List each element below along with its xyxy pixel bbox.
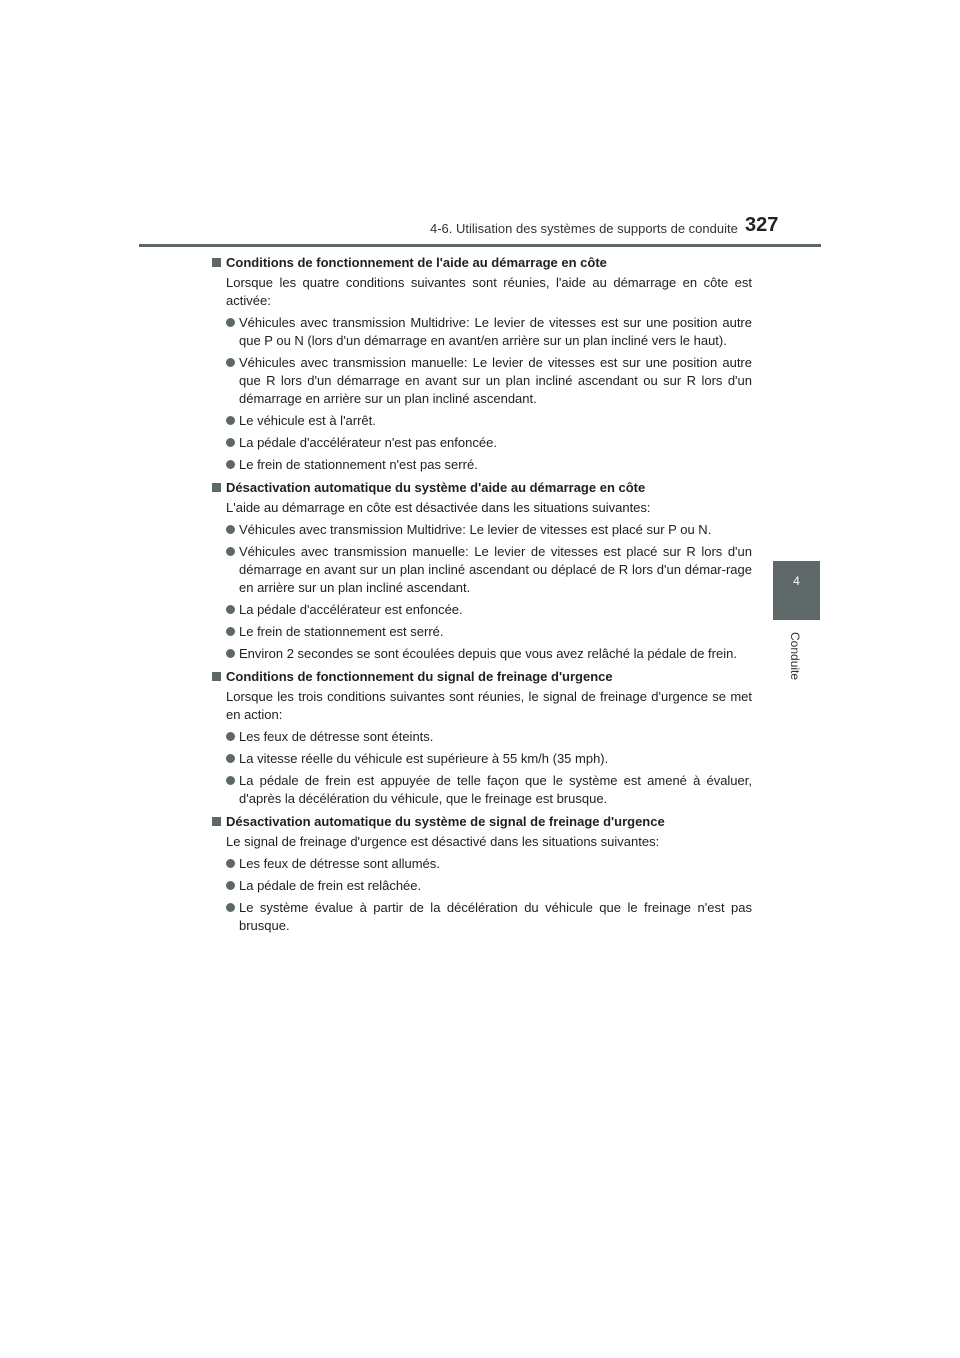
- bullet-text: Véhicules avec transmission Multidrive: Le levier de vitesses est placé sur P ou N.: [239, 522, 712, 537]
- bullet-item: [212, 521, 752, 539]
- bullet-text: La pédale de frein est relâchée.: [239, 878, 422, 893]
- bullet-text: Véhicules avec transmission Multidrive: Le levier de vitesses est sur une position autre que P ou N (lors d'un démarrage en avant/en arrière sur un plan incliné vers le haut).: [239, 315, 752, 348]
- bullet-text: Les feux de détresse sont allumés.: [239, 856, 440, 871]
- bullet-item: [212, 750, 752, 768]
- bullet-text: Véhicules avec transmission manuelle: Le levier de vitesses est placé sur R lors d'un démarrage en avant sur un plan incliné ascendant ou déplacé de R lors d'un démar-rage en arrière sur un plan incliné ascendant.: [239, 544, 752, 595]
- bullet-item: [212, 543, 752, 597]
- bullet-item: [212, 899, 752, 935]
- bullet-item: [212, 623, 752, 641]
- round-bullet-icon: [226, 525, 235, 534]
- header-divider: [139, 244, 821, 247]
- bullet-item: [212, 877, 752, 895]
- square-bullet-icon: [212, 672, 221, 681]
- bullet-text: Le véhicule est à l'arrêt.: [239, 413, 376, 428]
- bullet-text: Environ 2 secondes se sont écoulées depuis que vous avez relâché la pédale de frein.: [239, 646, 737, 661]
- page-content: [212, 254, 752, 940]
- bullet-item: [212, 728, 752, 746]
- bullet-text: Le système évalue à partir de la décélération du véhicule que le freinage n'est pas brusque.: [239, 900, 752, 933]
- section-heading-text: Conditions de fonctionnement du signal de freinage d'urgence: [226, 669, 613, 684]
- bullet-item: [212, 314, 752, 350]
- round-bullet-icon: [226, 649, 235, 658]
- square-bullet-icon: [212, 258, 221, 267]
- chapter-tab: [773, 561, 820, 620]
- section-heading: [212, 813, 752, 831]
- section-heading-text: Conditions de fonctionnement de l'aide au démarrage en côte: [226, 255, 607, 270]
- section-intro: Le signal de freinage d'urgence est désactivé dans les situations suivantes:: [226, 834, 660, 849]
- content-section: [212, 813, 752, 935]
- section-intro: L'aide au démarrage en côte est désactivée dans les situations suivantes:: [226, 500, 651, 515]
- bullet-item: [212, 434, 752, 452]
- section-heading: [212, 479, 752, 497]
- bullet-item: [212, 601, 752, 619]
- round-bullet-icon: [226, 547, 235, 556]
- bullet-text: La pédale d'accélérateur est enfoncée.: [239, 602, 463, 617]
- page-number: 327: [745, 214, 779, 236]
- bullet-text: La vitesse réelle du véhicule est supérieure à 55 km/h (35 mph).: [239, 751, 609, 766]
- round-bullet-icon: [226, 732, 235, 741]
- section-heading: [212, 254, 752, 272]
- section-heading-text: Désactivation automatique du système de signal de freinage d'urgence: [226, 814, 665, 829]
- round-bullet-icon: [226, 438, 235, 447]
- section-heading: [212, 668, 752, 686]
- bullet-item: [212, 645, 752, 663]
- bullet-text: La pédale d'accélérateur n'est pas enfoncée.: [239, 435, 497, 450]
- bullet-text: Le frein de stationnement n'est pas serré.: [239, 457, 478, 472]
- round-bullet-icon: [226, 627, 235, 636]
- round-bullet-icon: [226, 416, 235, 425]
- bullet-text: Les feux de détresse sont éteints.: [239, 729, 434, 744]
- round-bullet-icon: [226, 776, 235, 785]
- bullet-item: [212, 456, 752, 474]
- square-bullet-icon: [212, 483, 221, 492]
- round-bullet-icon: [226, 754, 235, 763]
- chapter-tab-label: Conduite: [788, 632, 802, 681]
- content-section: [212, 479, 752, 663]
- chapter-tab-number: 4: [793, 574, 800, 588]
- bullet-item: [212, 772, 752, 808]
- round-bullet-icon: [226, 903, 235, 912]
- bullet-text: La pédale de frein est appuyée de telle façon que le système est amené à évaluer, d'après la décélération du véhicule, que le freinage est brusque.: [239, 773, 752, 806]
- content-section: [212, 668, 752, 808]
- bullet-item: [212, 855, 752, 873]
- round-bullet-icon: [226, 881, 235, 890]
- round-bullet-icon: [226, 460, 235, 469]
- round-bullet-icon: [226, 358, 235, 367]
- round-bullet-icon: [226, 859, 235, 868]
- bullet-text: Le frein de stationnement est serré.: [239, 624, 444, 639]
- bullet-item: [212, 412, 752, 430]
- content-section: [212, 254, 752, 474]
- square-bullet-icon: [212, 817, 221, 826]
- section-heading-text: Désactivation automatique du système d'aide au démarrage en côte: [226, 480, 646, 495]
- bullet-text: Véhicules avec transmission manuelle: Le levier de vitesses est sur une position autre que R lors d'un démarrage en avant sur un plan incliné ascendant ou sur R lors d'un démarrage en arrière sur un plan incliné ascendant.: [239, 355, 752, 406]
- section-intro: Lorsque les quatre conditions suivantes sont réunies, l'aide au démarrage en côte est activée:: [226, 275, 752, 308]
- round-bullet-icon: [226, 318, 235, 327]
- bullet-item: [212, 354, 752, 408]
- section-intro: Lorsque les trois conditions suivantes sont réunies, le signal de freinage d'urgence se met en action:: [226, 689, 752, 722]
- section-header-title: 4-6. Utilisation des systèmes de supports de conduite: [430, 221, 738, 236]
- round-bullet-icon: [226, 605, 235, 614]
